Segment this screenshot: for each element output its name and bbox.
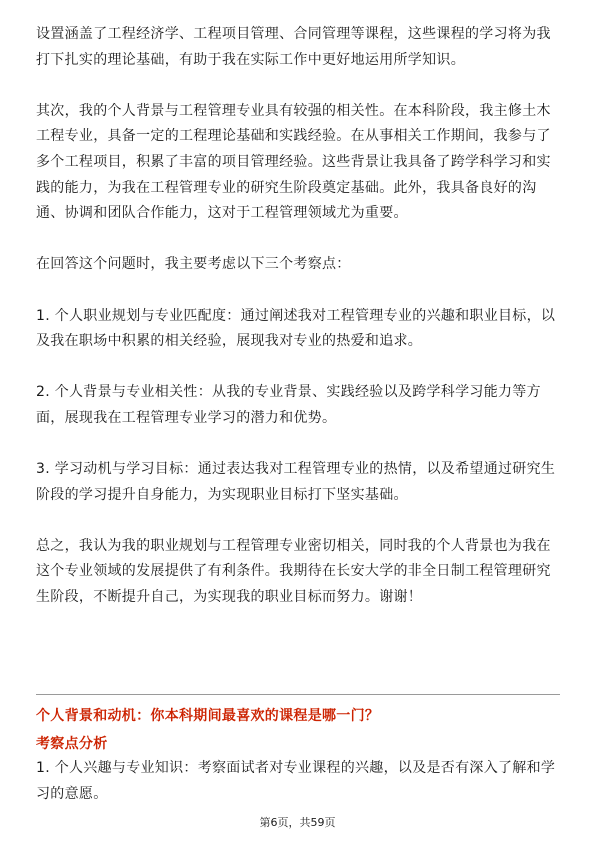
paragraph-gap	[36, 508, 560, 534]
paragraph-background: 其次，我的个人背景与工程管理专业具有较强的相关性。在本科阶段，我主修土木工程专业，具备一定的工程理论基础和实践经验。在从事相关工作期间，我参与了多个工程项目，积累了丰富的项目管理经验。这些背景让我具备了跨学科学习和实践的能力，为我在工程管理专业的研究生阶段奠定基础。此外，我具备良好的沟通、协调和团队合作能力，这对于工程管理领域尤为重要。	[36, 102, 551, 222]
paragraph-gap	[36, 278, 560, 304]
section-divider	[36, 694, 560, 695]
paragraph-point-1: 1. 个人职业规划与专业匹配度：通过阐述我对工程管理专业的兴趣和职业目标，以及我在职场中积累的相关经验，展现我对专业的热爱和追求。	[36, 307, 556, 350]
paragraph-intro-points: 在回答这个问题时，我主要考虑以下三个考察点：	[36, 256, 351, 273]
page-number: 第6页，共59页	[259, 816, 336, 829]
analysis-heading: 考察点分析	[36, 736, 108, 752]
paragraph-gap	[36, 227, 560, 253]
paragraph-point-2: 2. 个人背景与专业相关性：从我的专业背景、实践经验以及跨学科学习能力等方面，展现我在工程管理专业学习的潜力和优势。	[36, 384, 541, 426]
paragraph-gap	[36, 432, 560, 458]
analysis-item-1: 1. 个人兴趣与专业知识：考察面试者对专业课程的兴趣，以及是否有深入了解和学习的意愿。	[36, 760, 556, 802]
paragraph-gap	[36, 73, 560, 99]
paragraph-gap	[36, 355, 560, 381]
question-heading: 个人背景和动机：你本科期间最喜欢的课程是哪一门？	[36, 708, 380, 724]
body-text	[36, 22, 560, 611]
paragraph-course-setup: 设置涵盖了工程经济学、工程项目管理、合同管理等课程，这些课程的学习将为我打下扎实的理论基础，有助于我在实际工作中更好地运用所学知识。	[36, 26, 551, 68]
paragraph-conclusion: 总之，我认为我的职业规划与工程管理专业密切相关，同时我的个人背景也为我在这个专业领域的发展提供了有利条件。我期待在长安大学的非全日制工程管理研究生阶段，不断提升自己，为实现我的职业目标而努力。谢谢！	[36, 537, 551, 606]
paragraph-point-3: 3. 学习动机与学习目标：通过表达我对工程管理专业的热情，以及希望通过研究生阶段的学习提升自身能力，为实现职业目标打下坚实基础。	[36, 461, 556, 503]
